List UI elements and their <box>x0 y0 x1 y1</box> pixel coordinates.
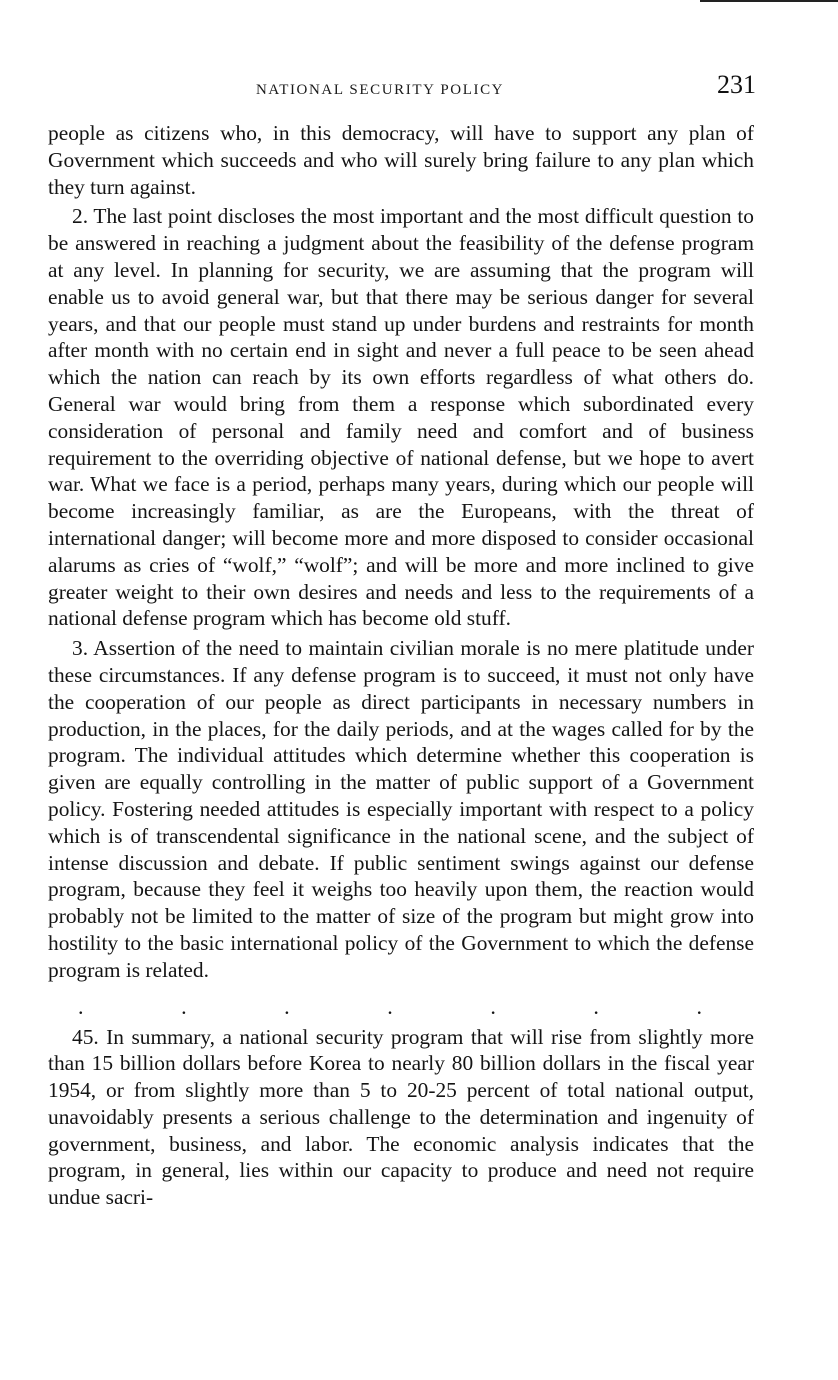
ellipsis-dot: . <box>696 993 702 1019</box>
body-text <box>48 120 754 1211</box>
running-head: NATIONAL SECURITY POLICY <box>256 82 505 98</box>
paragraph-2: 2. The last point discloses the most important and the most difficult question to be answered in reaching a judgment about the feasibility of the defense program at any level. In planning for security, we are assuming that the program will enable us to avoid general war, but that there may be serious danger for several years, and that our people must stand up under burdens and restraints for month after month with no certain end in sight and never a full peace to be seen ahead which the nation can reach by its own efforts regardless of what others do. General war would bring from them a response which subordinated every consideration of personal and family need and comfort and of business requirement to the overriding objective of national defense, but we hope to avert war. What we face is a period, perhaps many years, during which our people will become increasingly familiar, as are the Europeans, with the threat of international danger; will become more and more disposed to consider occasional alarums as cries of “wolf,” “wolf”; and will be more and more inclined to give greater weight to their own desires and needs and less to the requirements of a national defense program which has become old stuff. <box>48 204 754 631</box>
ellipsis-dot: . <box>387 993 393 1019</box>
ellipsis-dot: . <box>181 993 187 1019</box>
ellipsis-dot: . <box>284 993 290 1019</box>
page-number: 231 <box>717 70 756 99</box>
paragraph-continued: people as citizens who, in this democracy, will have to support any plan of Government which succeeds and who will surely bring failure to any plan which they turn against. <box>48 121 754 199</box>
paragraph-3: 3. Assertion of the need to maintain civilian morale is no mere platitude under these circumstances. If any defense program is to succeed, it must not only have the cooperation of our people as direct participants in necessary numbers in production, in the places, for the daily periods, and at the wages called for by the program. The individual attitudes which determine whether this cooperation is given are equally controlling in the matter of public support of a Government policy. Fostering needed attitudes is especially important with respect to a policy which is of transcendental significance in the national scene, and the subject of intense discussion and debate. If public sentiment swings against our defense program, because they feel it weighs too heavily upon them, the reaction would probably not be limited to the matter of size of the program but might grow into hostility to the basic international policy of the Government to which the defense program is related. <box>48 636 754 982</box>
ellipsis-dots <box>48 993 754 1019</box>
ellipsis-dot: . <box>490 993 496 1019</box>
paragraph-45-summary: 45. In summary, a national security program that will rise from slightly more than 15 billion dollars before Korea to nearly 80 billion dollars in the fiscal year 1954, or from slightly more than 5 to 20-25 percent of total national output, unavoidably presents a serious challenge to the determination and ingenuity of government, business, and labor. The economic analysis indicates that the program, in general, lies within our capacity to produce and need not require undue sacri- <box>48 1024 754 1210</box>
ellipsis-dot: . <box>593 993 599 1019</box>
page-edge-rule <box>700 0 838 2</box>
page-header <box>48 70 756 110</box>
ellipsis-dot: . <box>78 993 84 1019</box>
